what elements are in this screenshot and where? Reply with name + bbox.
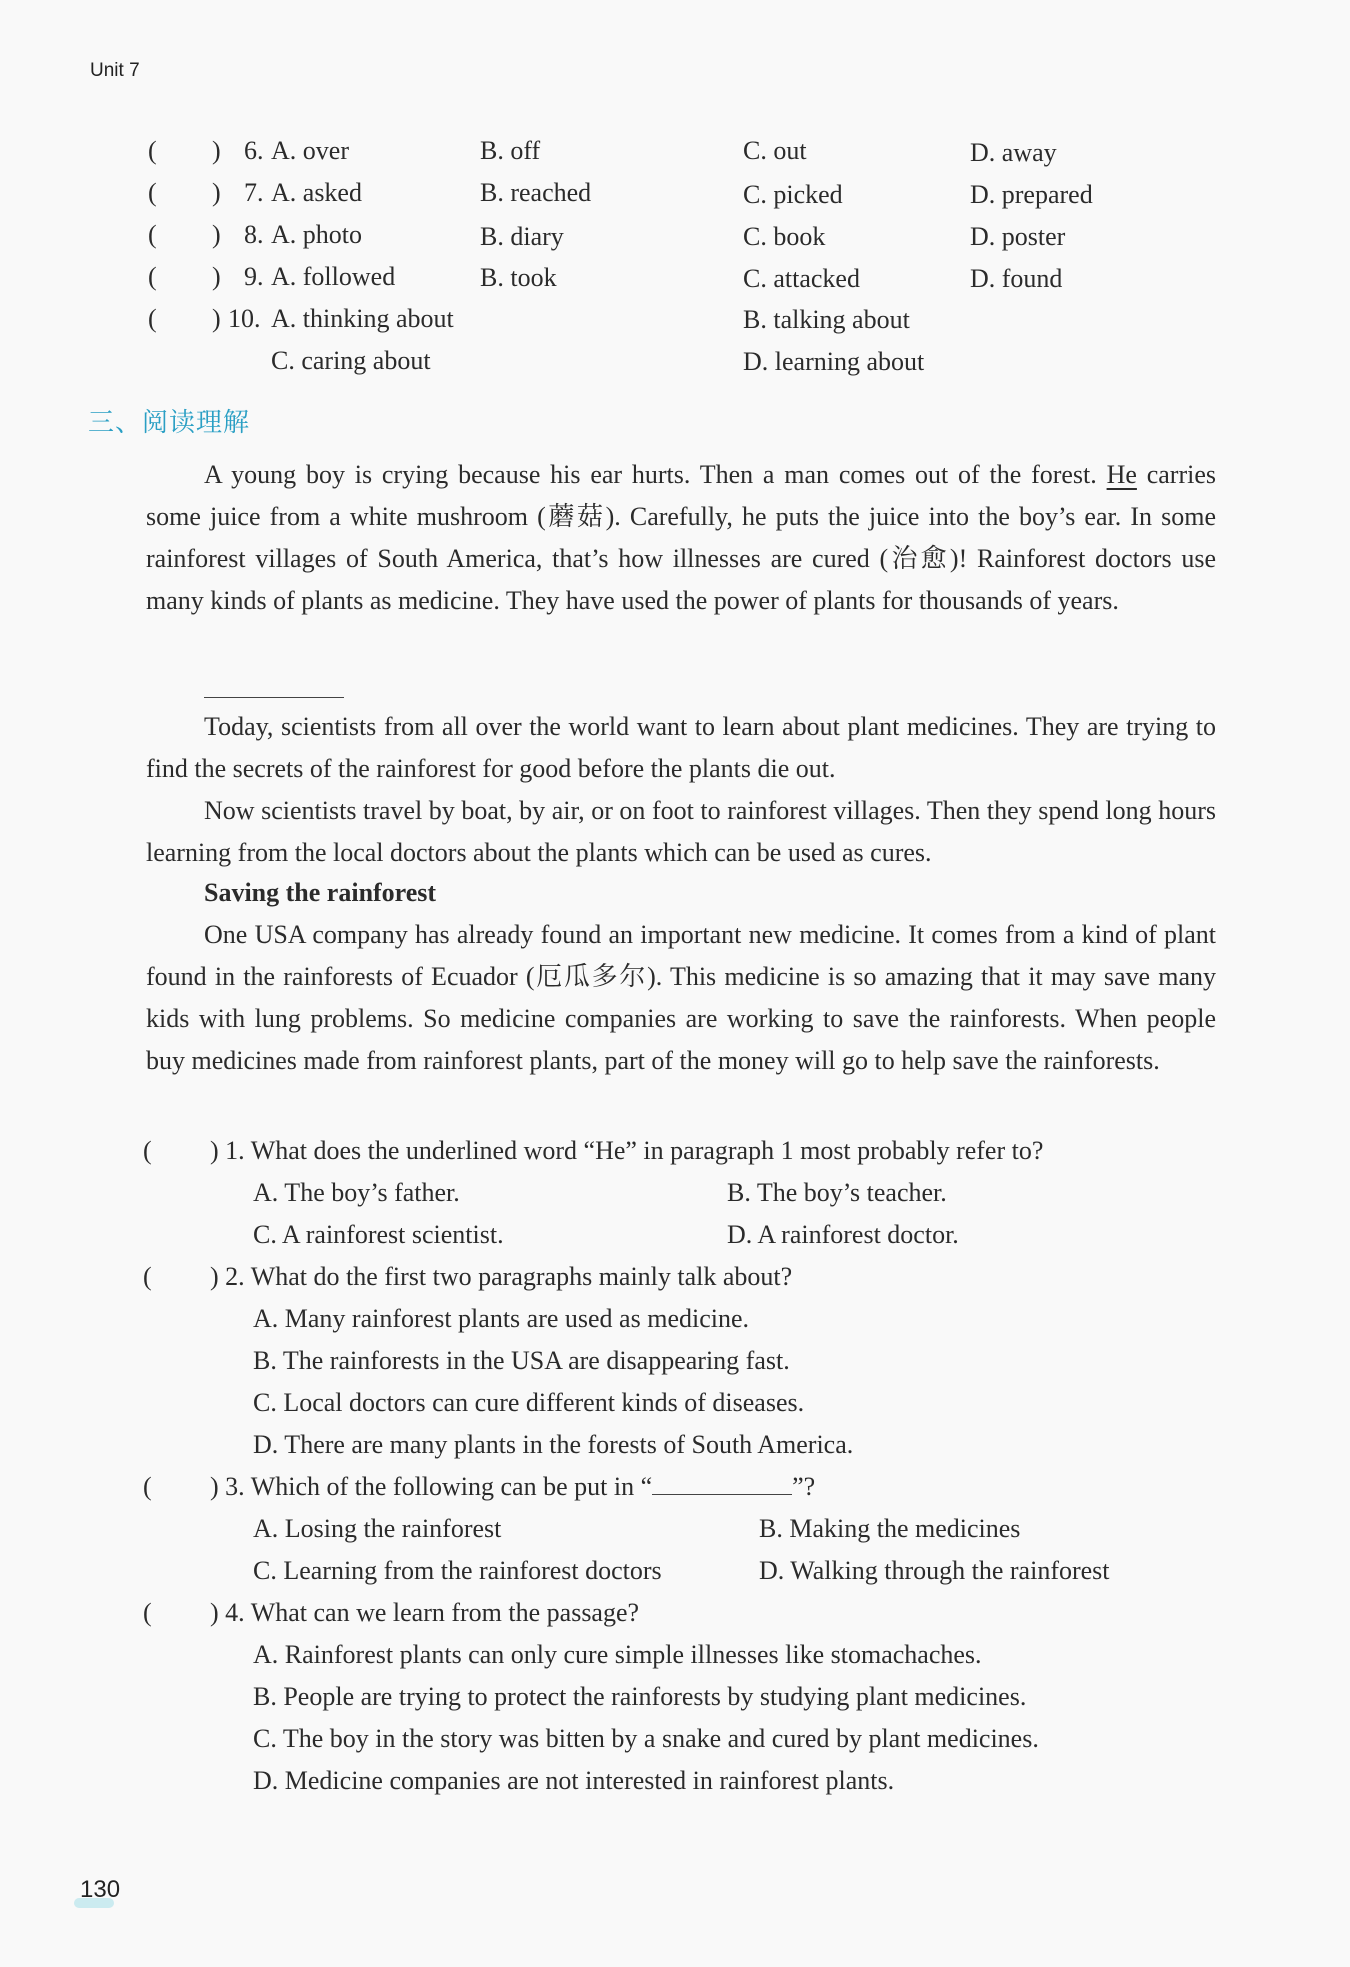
answer-paren: ( — [148, 304, 157, 333]
p1-text-after: carries some juice from a white mushroom (蘑菇). Carefully, he puts the juice into the boy’s ear. In some rainforest villages of South America, that’s how illnesses are cured (治愈)! Rainforest doctors use many kinds of plants as medicine. They have used the power of plants for thousands of years. — [146, 460, 1216, 615]
option-a: A. over — [271, 136, 349, 165]
stem-after: ”? — [792, 1472, 816, 1501]
question-stem: ) 2. What do the first two paragraphs mainly talk about? — [210, 1262, 793, 1291]
option-b: B. diary — [480, 222, 564, 251]
question-number: 7. — [244, 178, 264, 207]
option-c: C. caring about — [271, 346, 431, 375]
question-number: 10. — [228, 304, 261, 333]
section-title: 三、阅读理解 — [88, 408, 251, 438]
option-a: A. thinking about — [271, 304, 454, 333]
answer-paren-close: ) — [212, 136, 221, 165]
question-number: 6. — [244, 136, 264, 165]
answer-paren-close: ) — [212, 178, 221, 207]
passage-subheading: Saving the rainforest — [204, 878, 437, 907]
option-d: D. There are many plants in the forests of South America. — [253, 1430, 854, 1459]
option-b: B. People are trying to protect the rainforests by studying plant medicines. — [253, 1682, 1027, 1711]
answer-paren: ( — [148, 136, 157, 165]
p2-text: Today, scientists from all over the world want to learn about plant medicines. They are trying to find the secrets of the rainforest for good before the plants die out. — [146, 712, 1216, 783]
option-b: B. The boy’s teacher. — [727, 1178, 947, 1207]
option-d: D. learning about — [743, 347, 925, 376]
option-d: D. poster — [970, 222, 1066, 251]
answer-paren: ( — [143, 1598, 152, 1627]
option-b: B. The rainforests in the USA are disappearing fast. — [253, 1346, 790, 1375]
option-d: D. prepared — [970, 180, 1093, 209]
option-d: D. A rainforest doctor. — [727, 1220, 959, 1249]
p1-text-before: A young boy is crying because his ear hurts. Then a man comes out of the forest. — [204, 460, 1107, 489]
option-a: A. Many rainforest plants are used as medicine. — [253, 1304, 750, 1333]
option-a: A. The boy’s father. — [253, 1178, 460, 1207]
option-c: C. A rainforest scientist. — [253, 1220, 504, 1249]
answer-paren: ( — [143, 1472, 152, 1501]
option-b: B. off — [480, 136, 541, 165]
option-c: C. attacked — [743, 264, 860, 293]
fill-blank — [652, 1470, 792, 1495]
option-d: D. Walking through the rainforest — [759, 1556, 1110, 1585]
option-c: C. The boy in the story was bitten by a snake and cured by plant medicines. — [253, 1724, 1039, 1753]
passage-paragraph-1 — [146, 454, 1216, 622]
answer-paren: ( — [148, 262, 157, 291]
answer-paren-close: ) — [212, 304, 221, 333]
question-stem: ) 1. What does the underlined word “He” in paragraph 1 most probably refer to? — [210, 1136, 1044, 1165]
option-c: C. out — [743, 136, 807, 165]
passage-paragraph-3 — [146, 790, 1216, 874]
answer-paren: ( — [148, 178, 157, 207]
answer-paren: ( — [143, 1136, 152, 1165]
p4-text: One USA company has already found an important new medicine. It comes from a kind of plant found in the rainforests of Ecuador (厄瓜多尔). This medicine is so amazing that it may save many kids with lung problems. So medicine companies are working to save the rainforests. When people buy medicines made from rainforest plants, part of the money will go to help save the rainforests. — [146, 920, 1216, 1075]
answer-paren-close: ) — [212, 262, 221, 291]
question-stem: ) 4. What can we learn from the passage? — [210, 1598, 640, 1627]
stem-before: ) 3. Which of the following can be put in “ — [210, 1472, 653, 1501]
passage-paragraph-4 — [146, 914, 1216, 1082]
option-c: C. Local doctors can cure different kinds of diseases. — [253, 1388, 805, 1417]
unit-header: Unit 7 — [90, 60, 140, 81]
option-a: A. Rainforest plants can only cure simple illnesses like stomachaches. — [253, 1640, 982, 1669]
option-c: C. book — [743, 222, 826, 251]
option-b: B. talking about — [743, 305, 910, 334]
question-number: 9. — [244, 262, 264, 291]
option-c: C. Learning from the rainforest doctors — [253, 1556, 662, 1585]
passage-paragraph-2 — [146, 706, 1216, 790]
question-number: 8. — [244, 220, 264, 249]
option-a: A. photo — [271, 220, 362, 249]
answer-paren: ( — [148, 220, 157, 249]
option-d: D. found — [970, 264, 1063, 293]
option-a: A. followed — [271, 262, 396, 291]
option-b: B. took — [480, 263, 557, 292]
option-a: A. asked — [271, 178, 362, 207]
title-blank-line — [204, 697, 344, 698]
option-b: B. reached — [480, 178, 592, 207]
underlined-word: He — [1106, 460, 1137, 489]
page-number: 130 — [80, 1876, 121, 1903]
p3-text: Now scientists travel by boat, by air, or on foot to rainforest villages. Then they spend long hours learning from the local doctors about the plants which can be used as cures. — [146, 796, 1216, 867]
option-b: B. Making the medicines — [759, 1514, 1021, 1543]
option-a: A. Losing the rainforest — [253, 1514, 502, 1543]
answer-paren-close: ) — [212, 220, 221, 249]
option-d: D. Medicine companies are not interested in rainforest plants. — [253, 1766, 895, 1795]
question-stem — [210, 1466, 815, 1508]
answer-paren: ( — [143, 1262, 152, 1291]
option-c: C. picked — [743, 180, 843, 209]
option-d: D. away — [970, 138, 1057, 167]
